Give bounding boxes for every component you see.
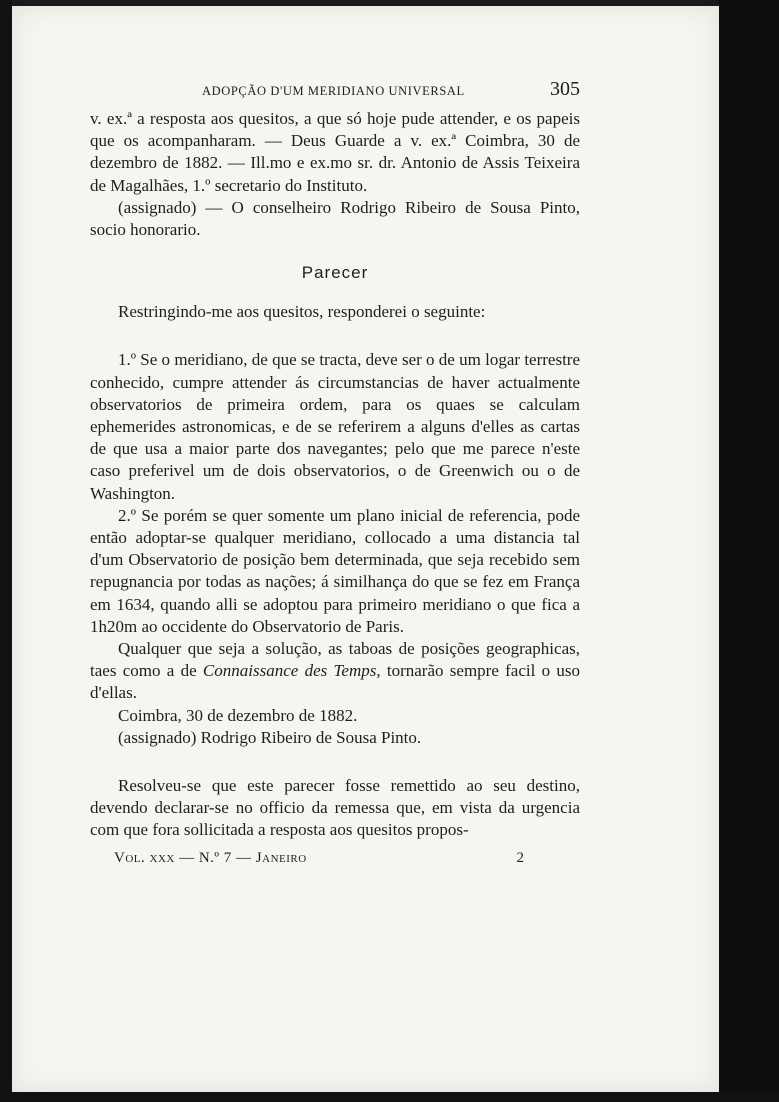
date-line: Coimbra, 30 de dezembro de 1882. [118,705,358,725]
section-title: Parecer [301,263,369,283]
closing-text-b: tornarão sempre facil o uso d'ellas. [90,661,581,703]
parecer-closing [90,638,580,705]
scan-border-right [719,0,779,1102]
letter-continuation: v. ex.ª a resposta aos quesitos, a que só hoje pude attender, e os papeis que os acompanharam. — Deus Guarde a v. ex.ª Coimbra, 30 de dezembro de 1882. — Ill.mo e ex.mo sr. dr. Antonio de Assis Teixeira de Magalhães, 1.º secretario do Instituto. [90,109,580,195]
closing-title-italic: Connaissance des Temps, [202,661,381,681]
book-page [12,6,719,1092]
running-head: ADOPÇÃO D'UM MERIDIANO UNIVERSAL [202,84,465,98]
resolution-paragraph: Resolveu-se que este parecer fosse remettido ao seu destino, devendo declarar-se no officio da remessa que, em vista da urgencia com que fora sollicitada a resposta aos quesitos propos- [90,776,580,840]
parecer-intro: Restringindo-me aos quesitos, responderei o seguinte: [118,302,486,322]
scan-border-left [0,0,12,1102]
scan-border-bottom [0,1092,779,1102]
signature-mark: 2 [516,849,524,866]
parecer-item-2: 2.º Se porém se quer somente um plano inicial de referencia, pode então adoptar-se qualquer meridiano, collocado a uma distancia tal d'um Observatorio de posição bem determinada, que seja recebido sem repugnancia por todas as nações; á similhança do que se fez em França em 1634, quando alli se adoptou para primeiro meridiano o que fica a 1h20m ao occidente do Observatorio de Paris. [90,505,580,636]
page-header [90,76,580,108]
parecer-item-1: 1.º Se o meridiano, de que se tracta, deve ser o de um logar terrestre conhecido, cumpre attender ás circumstancias de haver actualmente observatorios de primeira ordem, para os quaes se calculam ephemerides astronomicas, e de se referirem a alguns d'elles as cartas de que usa a maior parte dos navegantes; pelo que me parece n'este caso preferivel um de dois observatorios, o de Greenwich ou o de Washington. [90,350,580,503]
page-content [90,76,580,872]
closing-text-a: Qualquer que seja a solução, as taboas de posições geographicas, taes como a de [90,639,580,681]
letter-signature: (assignado) — O conselheiro Rodrigo Ribeiro de Sousa Pinto, socio honorario. [90,197,580,240]
page-number: 305 [550,78,580,100]
volume-footer: Vol. xxx — N.º 7 — Janeiro [114,849,307,866]
page-footer [90,848,580,872]
signed-line: (assignado) Rodrigo Ribeiro de Sousa Pinto. [118,727,422,747]
